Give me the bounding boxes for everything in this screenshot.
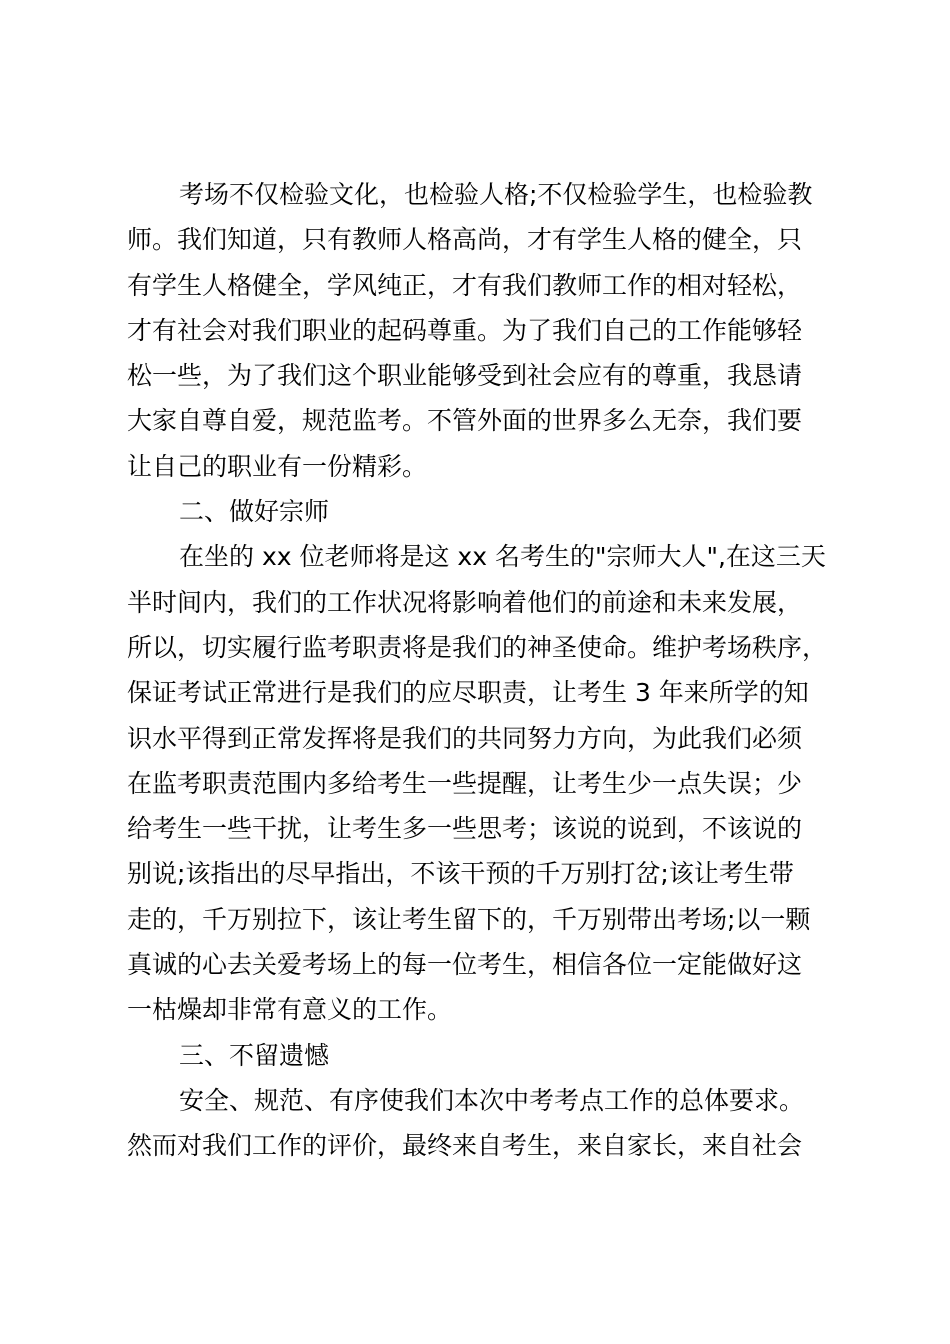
text-line: 别说;该指出的尽早指出，不该干预的千万别打岔;该让考生带 [127,859,794,889]
text-line: 走的，千万别拉下，该让考生留下的，千万别带出考场;以一颗 [127,904,811,934]
paragraph-exam-character [127,172,837,489]
document-body [127,172,837,1169]
section-heading-no-regrets: 三、不留遗憾 [179,1040,330,1070]
text-line: 保证考试正常进行是我们的应尽职责，让考生 3 年来所学的知 [127,678,809,708]
text-line: 真诚的心去关爱考场上的每一位考生，相信各位一定能做好这 [127,950,803,980]
section-heading-be-good-mentor: 二、做好宗师 [179,497,330,527]
text-line: 然而对我们工作的评价，最终来自考生，来自家长，来自社会 [127,1131,803,1161]
text-line: 半时间内，我们的工作状况将影响着他们的前途和未来发展， [127,587,803,617]
paragraph-invigilation-duty [127,534,837,1032]
text-line: 让自己的职业有一份精彩。 [127,451,428,481]
paragraph-safety-requirements [127,1078,837,1169]
text-line: 安全、规范、有序使我们本次中考考点工作的总体要求。 [179,1085,805,1115]
text-line: 识水平得到正常发挥将是我们的共同努力方向，为此我们必须 [127,723,803,753]
text-line: 考场不仅检验文化，也检验人格;不仅检验学生，也检验教 [179,180,813,209]
text-line: 松一些，为了我们这个职业能够受到社会应有的尊重，我恳请 [127,361,803,391]
text-line: 给考生一些干扰，让考生多一些思考；该说的说到，不该说的 [127,814,803,844]
text-line: 才有社会对我们职业的起码尊重。为了我们自己的工作能够轻 [127,315,803,345]
text-line: 大家自尊自爱，规范监考。不管外面的世界多么无奈，我们要 [127,406,803,436]
text-line: 有学生人格健全，学风纯正，才有我们教师工作的相对轻松， [127,270,803,300]
text-line: 在坐的 xx 位老师将是这 xx 名考生的"宗师大人",在这三天 [179,542,826,572]
text-line: 在监考职责范围内多给考生一些提醒，让考生少一点失误；少 [127,768,803,798]
text-line: 一枯燥却非常有意义的工作。 [127,995,453,1025]
text-line: 师。我们知道，只有教师人格高尚，才有学生人格的健全，只 [127,225,803,255]
text-line: 所以，切实履行监考职责将是我们的神圣使命。维护考场秩序， [127,632,828,662]
